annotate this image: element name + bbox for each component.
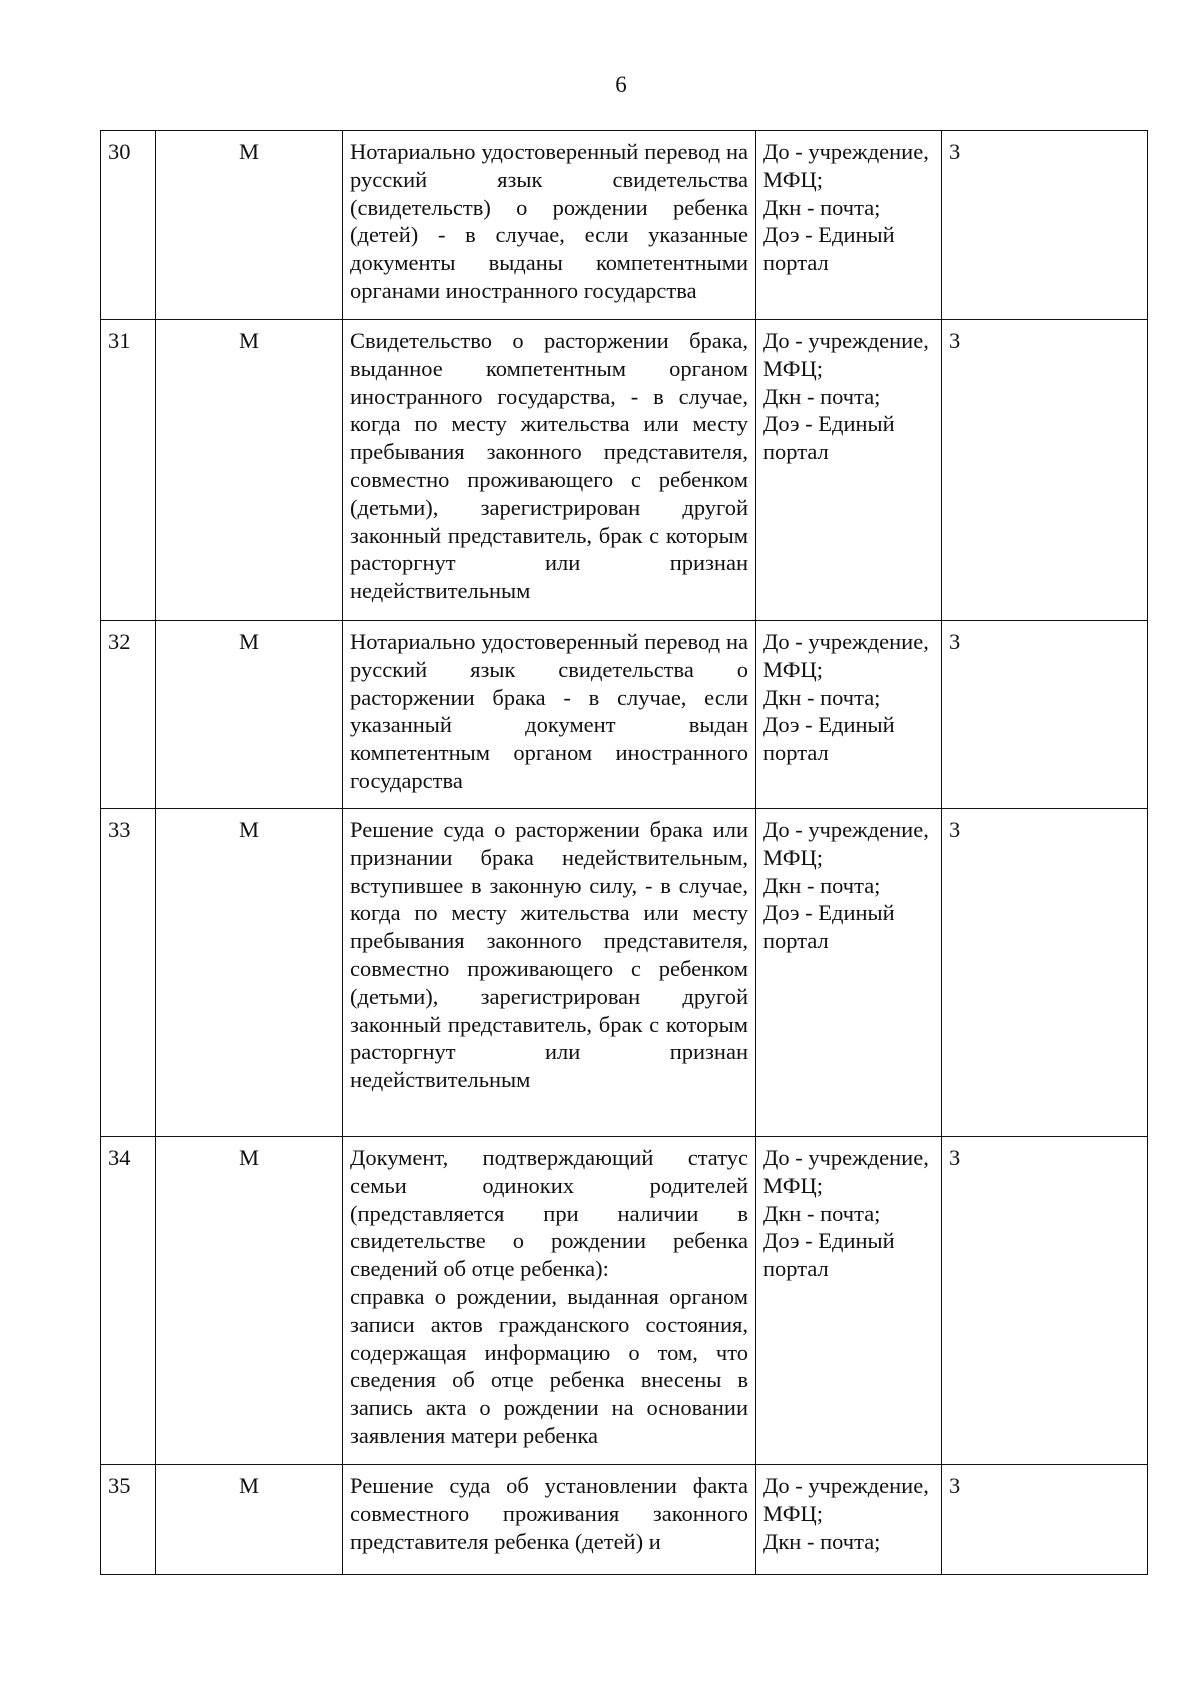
submission-method-line: портал (763, 439, 829, 465)
submission-method-line: Дкн - почта; (763, 194, 881, 220)
row-code-cell: М (156, 1465, 343, 1575)
submission-method-line: Дкн - почта; (763, 1528, 881, 1554)
document-description-cell (343, 621, 756, 809)
document-description-cell (343, 131, 756, 320)
submission-method-cell (756, 809, 942, 1137)
submission-method-line: До - учреждение, (763, 629, 929, 654)
document-description-paragraph: Нотариально удостоверенный перевод на русский язык свидетельства о расторжении брака - в случае, если указанный документ выдан компетентным органом иностранного государства (350, 629, 748, 793)
submission-method-line: Доэ - Единый (763, 411, 895, 437)
row-code-cell: М (156, 320, 343, 621)
term-cell: 3 (942, 320, 1148, 621)
submission-method-cell (756, 1137, 942, 1465)
document-table (100, 130, 1148, 1575)
table-row (101, 1137, 1148, 1465)
submission-method-line: Дкн - почта; (763, 383, 881, 409)
submission-method-line: Доэ - Единый (763, 900, 895, 926)
row-code-cell: М (156, 131, 343, 320)
row-code-cell: М (156, 1137, 343, 1465)
term-cell: 3 (942, 809, 1148, 1137)
submission-method-cell (756, 131, 942, 320)
submission-method-line: МФЦ; (763, 1500, 823, 1526)
submission-method-line: Дкн - почта; (763, 684, 881, 710)
submission-method-line: МФЦ; (763, 656, 823, 682)
term-cell: 3 (942, 621, 1148, 809)
table-row (101, 1465, 1148, 1575)
row-number-cell: 30 (101, 131, 156, 320)
term-cell: 3 (942, 131, 1148, 320)
submission-method-cell (756, 320, 942, 621)
document-description-cell (343, 1137, 756, 1465)
document-description-paragraph: справка о рождении, выданная органом записи актов гражданского состояния, содержащая информацию о том, что сведения об отце ребенка внесены в запись акта о рождении на основании заявления матери ребенка (350, 1283, 748, 1448)
submission-method-line: До - учреждение, (763, 1473, 929, 1498)
submission-method-line: Доэ - Единый (763, 222, 895, 248)
submission-method-line: портал (763, 928, 829, 954)
submission-method-line: портал (763, 250, 829, 276)
submission-method-line: МФЦ; (763, 844, 823, 870)
submission-method-cell (756, 621, 942, 809)
submission-method-line: Дкн - почта; (763, 1200, 881, 1226)
submission-method-line: Доэ - Единый (763, 712, 895, 738)
table-row (101, 809, 1148, 1137)
submission-method-line: МФЦ; (763, 355, 823, 381)
document-description-cell (343, 320, 756, 621)
row-code-cell: М (156, 621, 343, 809)
table-row (101, 320, 1148, 621)
row-number-cell: 35 (101, 1465, 156, 1575)
document-description-paragraph: Свидетельство о расторжении брака, выданное компетентным органом иностранного государства, - в случае, когда по месту жительства или месту пребывания законного представителя, совместно проживающего с ребенком (детьми), зарегистрирован другой законный представитель, брак с которым расторгнут или признан недействительным (350, 328, 748, 604)
submission-method-line: портал (763, 1256, 829, 1282)
document-description-cell (343, 1465, 756, 1575)
document-description-paragraph: Документ, подтверждающий статус семьи одиноких родителей (представляется при наличии в свидетельстве о рождении ребенка сведений об отце ребенка): (350, 1145, 748, 1282)
row-number-cell: 32 (101, 621, 156, 809)
row-number-cell: 34 (101, 1137, 156, 1465)
submission-method-line: Дкн - почта; (763, 872, 881, 898)
submission-method-cell (756, 1465, 942, 1575)
term-cell: 3 (942, 1465, 1148, 1575)
document-description-paragraph: Решение суда об установлении факта совместного проживания законного представителя ребенка (детей) и (350, 1473, 748, 1554)
row-number-cell: 33 (101, 809, 156, 1137)
table-row (101, 131, 1148, 320)
submission-method-line: До - учреждение, (763, 328, 929, 353)
submission-method-line: портал (763, 740, 829, 766)
submission-method-line: Доэ - Единый (763, 1228, 895, 1254)
document-description-cell (343, 809, 756, 1137)
submission-method-line: До - учреждение, (763, 1145, 929, 1170)
table-row (101, 621, 1148, 809)
submission-method-line: МФЦ; (763, 1172, 823, 1198)
submission-method-line: МФЦ; (763, 166, 823, 192)
row-code-cell: М (156, 809, 343, 1137)
submission-method-line: До - учреждение, (763, 139, 929, 164)
submission-method-line: До - учреждение, (763, 817, 929, 842)
term-cell: 3 (942, 1137, 1148, 1465)
document-description-paragraph: Решение суда о расторжении брака или признании брака недействительным, вступившее в законную силу, - в случае, когда по месту жительства или месту пребывания законного представителя, совместно проживающего с ребенком (детьми), зарегистрирован другой законный представитель, брак с которым расторгнут или признан недействительным (350, 817, 748, 1093)
document-description-paragraph: Нотариально удостоверенный перевод на русский язык свидетельства (свидетельств) о рождении ребенка (детей) - в случае, если указанные документы выданы компетентными органами иностранного государства (350, 139, 748, 303)
row-number-cell: 31 (101, 320, 156, 621)
table-body (101, 131, 1148, 1575)
page-number: 6 (615, 72, 627, 97)
